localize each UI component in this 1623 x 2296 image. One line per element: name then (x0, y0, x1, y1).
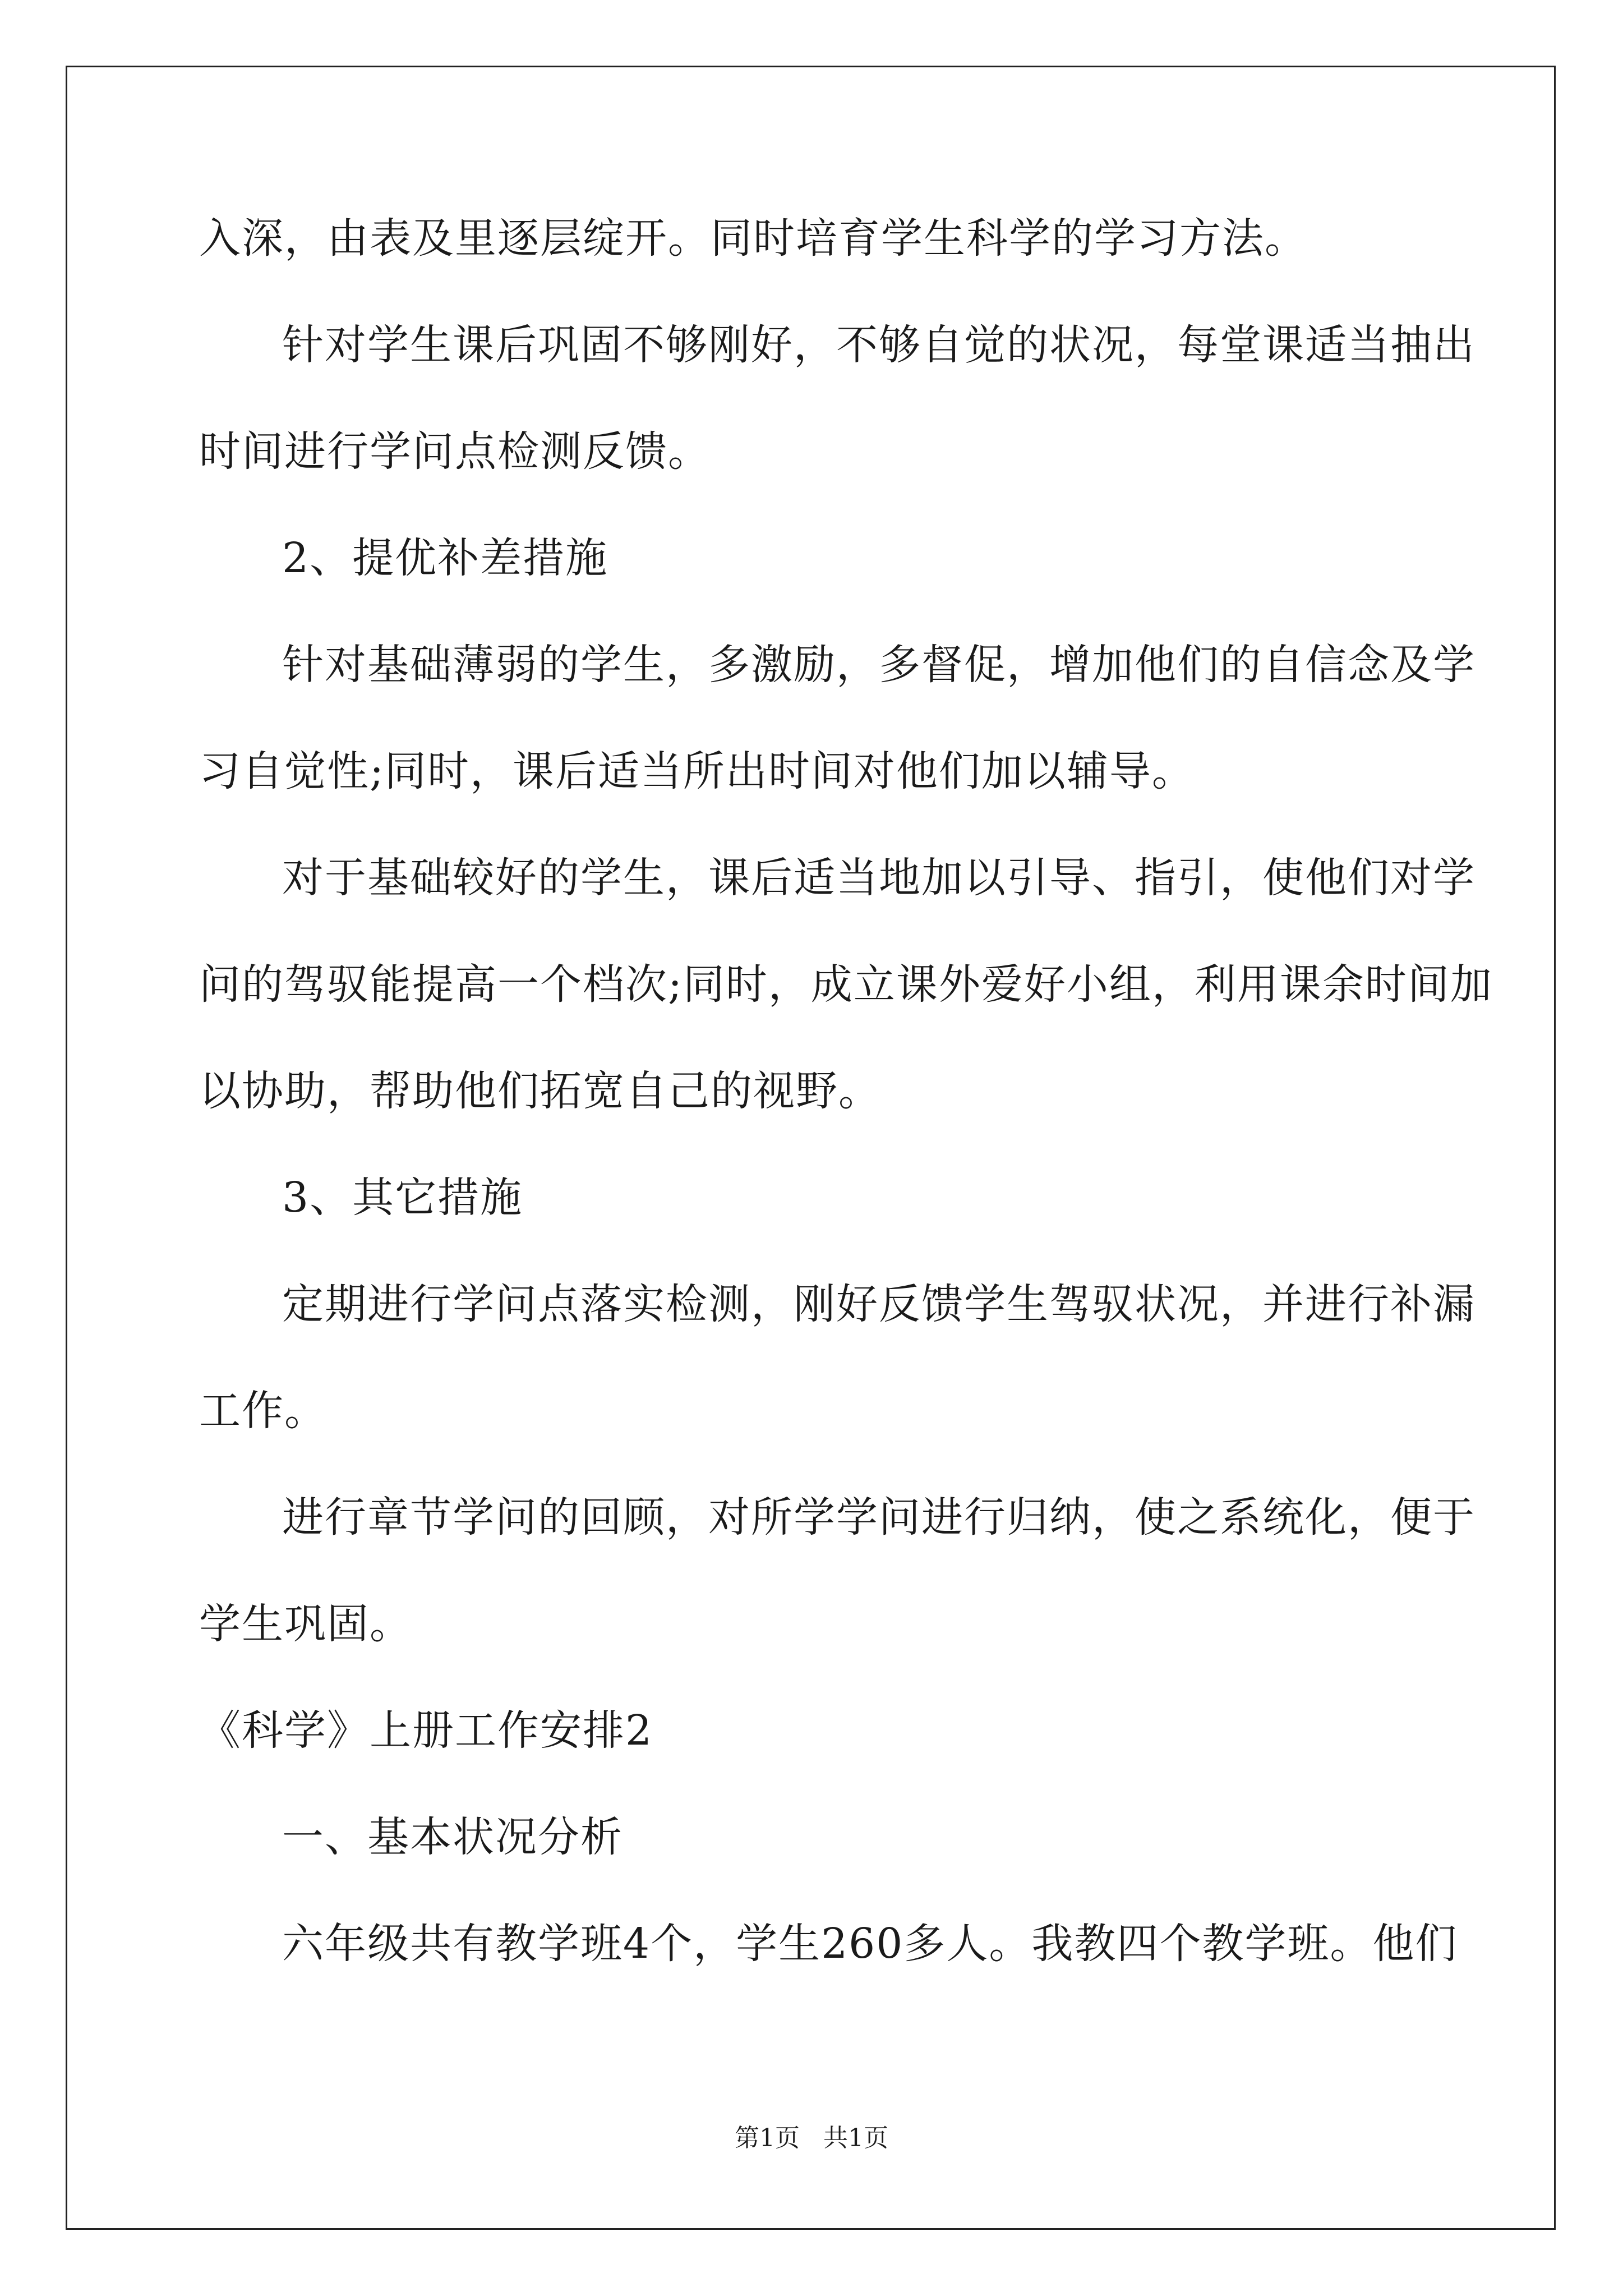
text-line: 时间进行学问点检测反馈。 (199, 427, 711, 476)
text-line: 习自觉性;同时，课后适当所出时间对他们加以辅导。 (199, 747, 1195, 795)
text-line: 问的驾驭能提高一个档次;同时，成立课外爱好小组，利用课余时间加 (199, 960, 1493, 1009)
text-line: 对于基础较好的学生，课后适当地加以引导、指引，使他们对学 (282, 854, 1476, 902)
section-heading: 3、其它措施 (282, 1174, 523, 1222)
text-line: 针对学生课后巩固不够刚好，不够自觉的状况，每堂课适当抽出 (282, 321, 1476, 369)
document-body (199, 213, 1493, 2025)
document-title: 《科学》上册工作安排2 (199, 1706, 653, 1755)
text-line: 定期进行学问点落实检测，刚好反馈学生驾驭状况，并进行补漏 (282, 1280, 1476, 1328)
section-heading: 2、提优补差措施 (282, 534, 608, 582)
text-line: 进行章节学问的回顾，对所学学问进行归纳，使之系统化，便于 (282, 1493, 1476, 1542)
section-heading: 一、基本状况分析 (282, 1813, 623, 1861)
text-line: 入深，由表及里逐层绽开。同时培育学生科学的学习方法。 (199, 214, 1307, 263)
text-line: 工作。 (199, 1387, 327, 1435)
page-footer: 第1页 共1页 (735, 2124, 888, 2152)
text-line: 学生巩固。 (199, 1600, 412, 1648)
text-line: 六年级共有教学班4个，学生260多人。我教四个教学班。他们 (282, 1920, 1458, 1968)
text-line: 针对基础薄弱的学生，多激励，多督促，增加他们的自信念及学 (282, 641, 1476, 689)
text-line: 以协助，帮助他们拓宽自己的视野。 (199, 1067, 881, 1115)
